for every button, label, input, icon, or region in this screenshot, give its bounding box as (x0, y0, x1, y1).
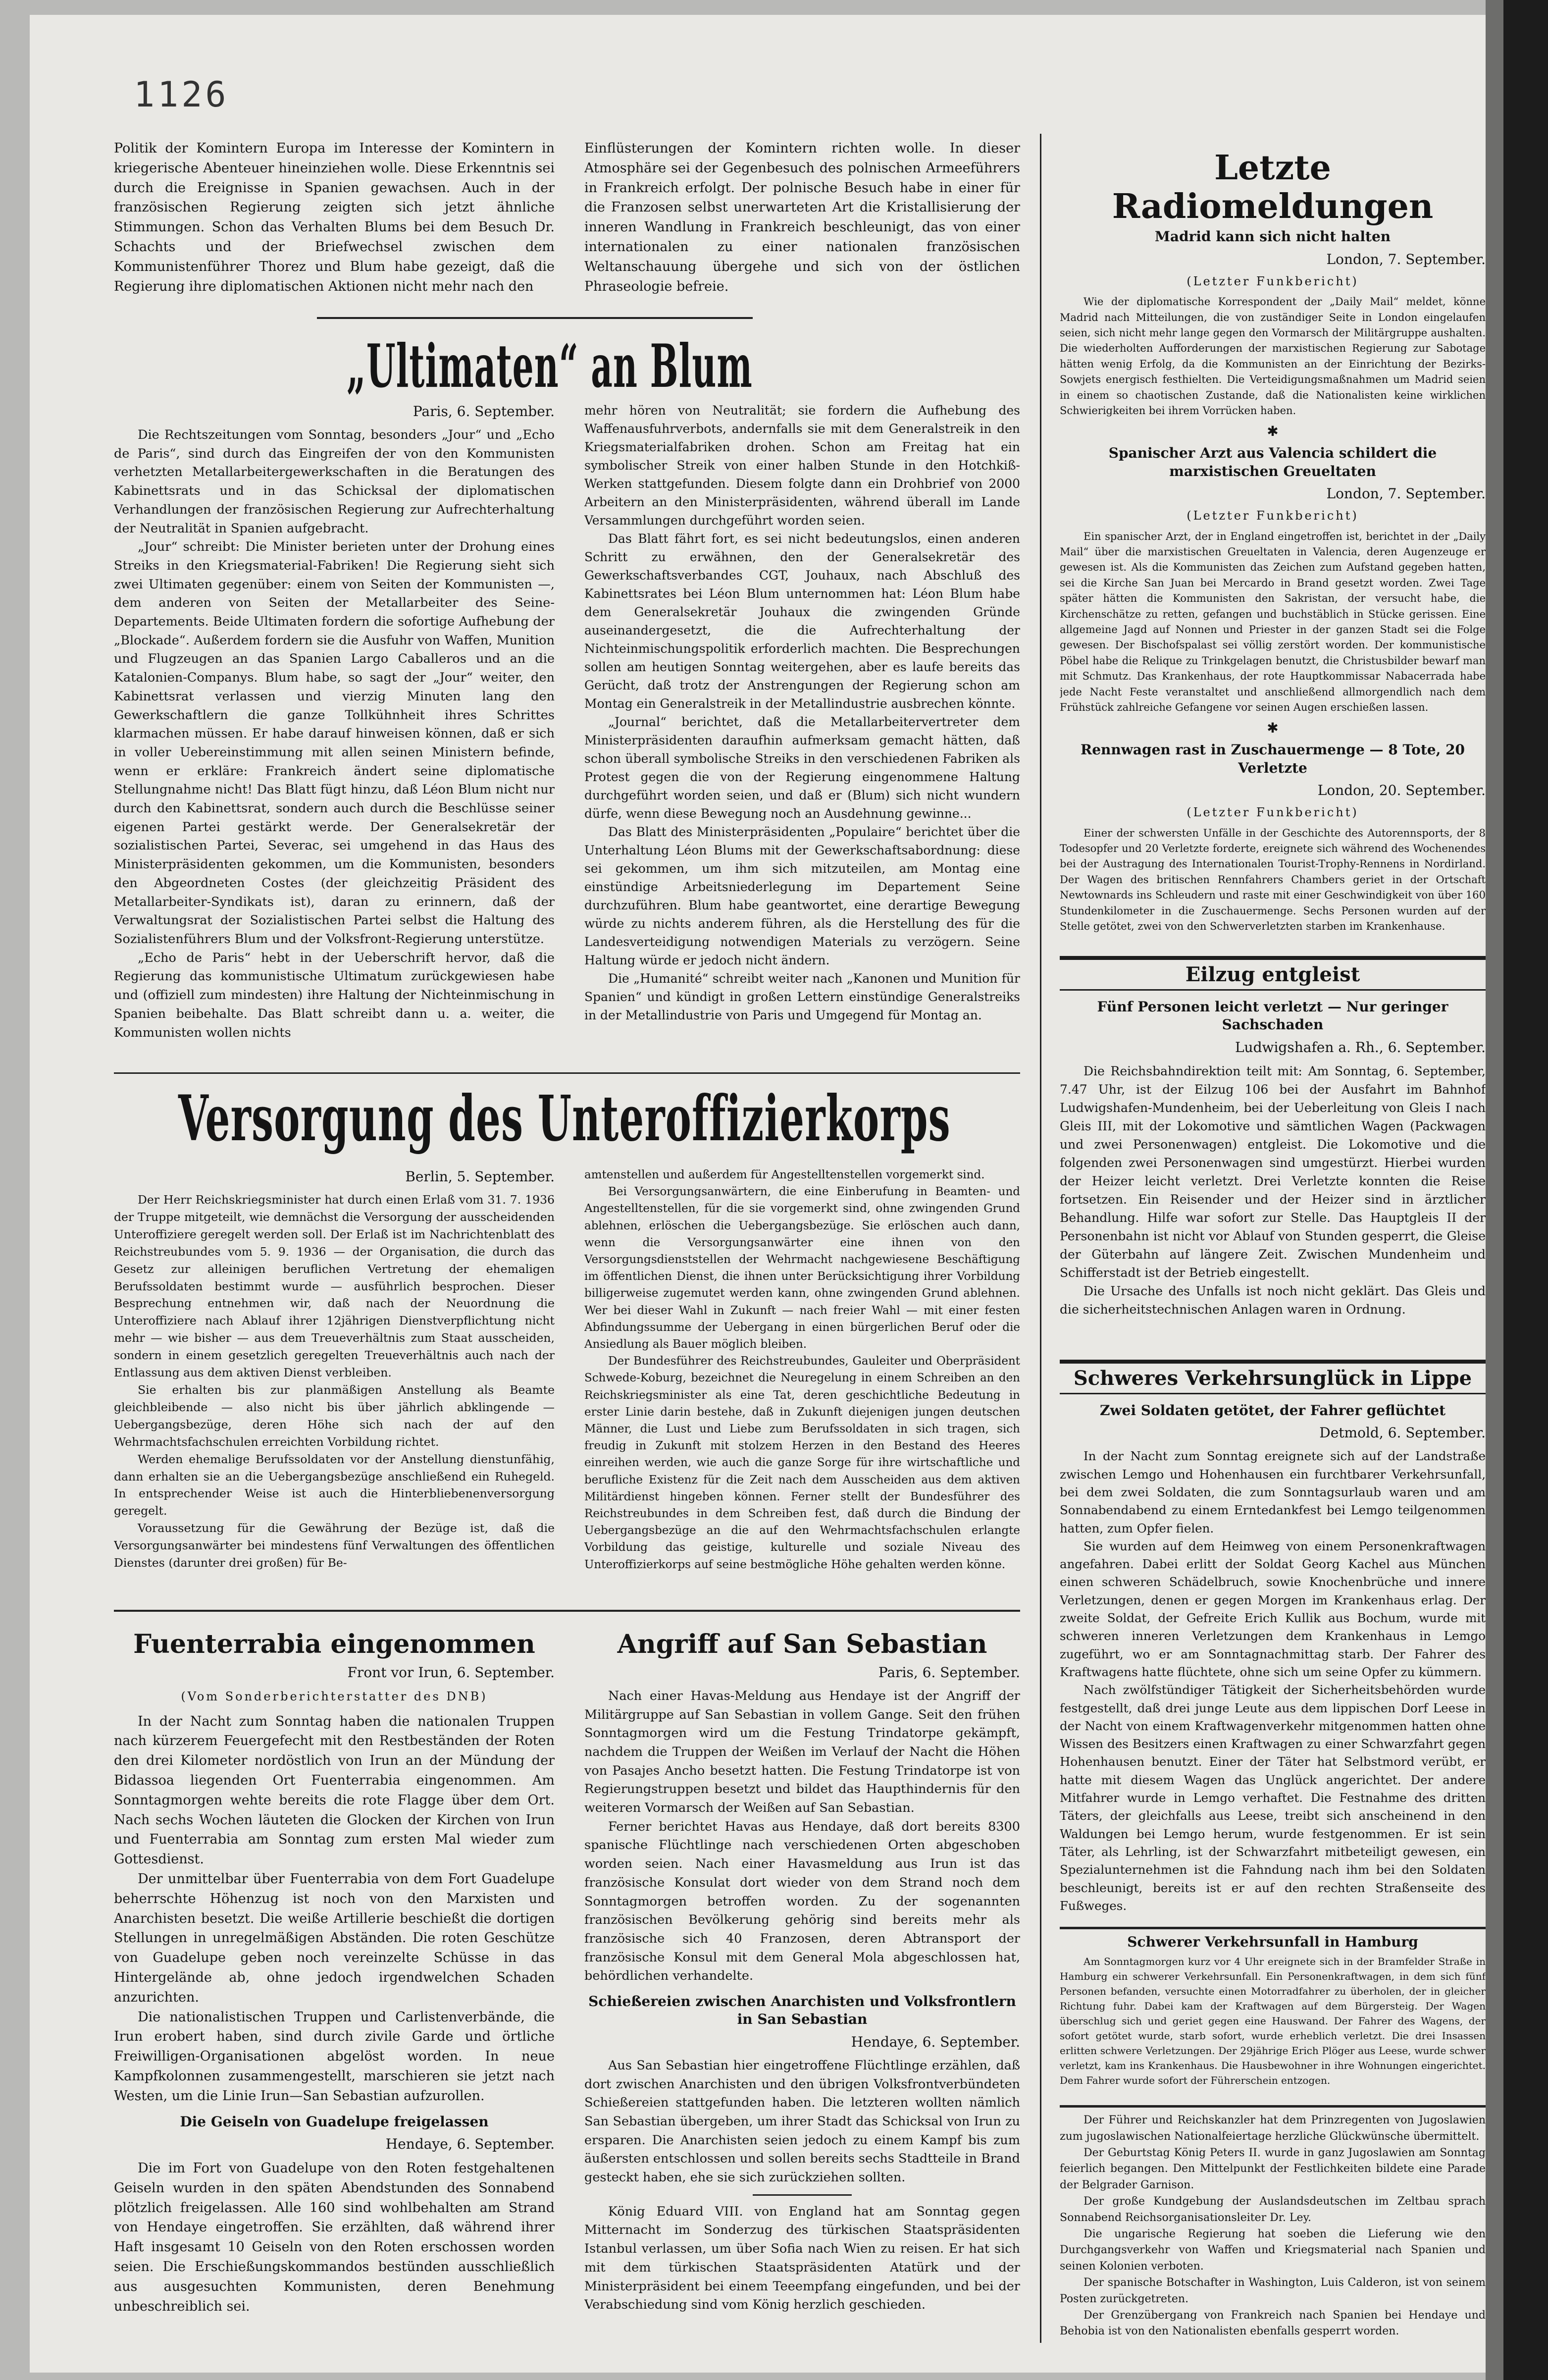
dateline: Front vor Irun, 6. September. (347, 1664, 555, 1681)
paragraph: Am Sonntagmorgen kurz vor 4 Uhr ereignete sich in der Bramfelder Straße in Hamburg ein schwerer Verkehrsunfall. Ein Personenkraftwagen, in dem sich fünf Personen befanden, versuchte einen Motorradfahrer zu überholen, der in gleicher Richtung fuhr. Dabei kam der Kraftwagen auf dem Bürgersteig. Der Wagen überschlug sich und geriet gegen eine Hauswand. Der Fahrer des Wagens, der sofort getötet wurde, starb sofort, wurde erheblich verletzt. Die drei Insassen erlitten schwere Verletzungen. Der 29jährige Erich Plöger aus Leese, wurde schwer verletzt, kam ins Krankenhaus. Die Hausbewohner in ihre Wohnungen eingerichtet. Dem Fahrer wurde sofort der Führerschein entzogen. (1060, 1956, 1486, 2087)
paragraph: Die Ursache des Unfalls ist noch nicht geklärt. Das Gleis und die sicherheitstechnischen Anlagen waren in Ordnung. (1060, 1283, 1486, 1317)
subheadline: Fünf Personen leicht verletzt — Nur geringer Sachschaden (1097, 999, 1448, 1033)
paragraph: Wie der diplomatische Korrespondent der „Daily Mail“ meldet, könne Madrid nach Mitteilungen, die von zuständiger Seite in London eingelaufen seien, sich nicht mehr lange gegen den Vormarsch der Militärgruppe aushalten. Die wiederholten Aufforderungen der marxistischen Regierung zur Sabotage hätten wenig Erfolg, da die Kommunisten an der Einrichtung der Bezirks-Sowjets energisch festhielten. Die Verteidigungsmaßnahmen um Madrid seien in einem so chaotischen Zustande, daß die Nationalisten keine wirklichen Schwierigkeiten bei ihrem Vorrücken haben. (1060, 296, 1486, 417)
paragraph: Der Herr Reichskriegsminister hat durch einen Erlaß vom 31. 7. 1936 der Truppe mitgeteilt, wie demnächst die Versorgung der ausscheidenden Unteroffiziere geregelt werden soll. Der Erlaß ist im Nachrichtenblatt des Reichstreubundes vom 5. 9. 1936 — der Organisation, die durch das Gesetz zur alleinigen beruflichen Vertretung der ehemaligen Berufssoldaten bestimmt wurde — ausführlich besprochen. Dieser Besprechung entnehmen wir, daß nach der Neuordnung die Unteroffiziere nach Ablauf ihrer 12jährigen Dienstverpflichtung nicht mehr — wie bisher — aus dem Treueverhältnis zum Staat ausscheiden, sondern in einem gesetzlich geregelten Treueverhältnis auch nach der Entlassung aus dem aktiven Dienst verbleiben. (114, 1193, 555, 1380)
agency-line: (Letzter Funkbericht) (1187, 805, 1359, 820)
paragraph: Der spanische Botschafter in Washington, Luis Calderon, ist von seinem Posten zurückgetreten. (1060, 2276, 1486, 2305)
newspaper-page (30, 15, 1486, 2373)
subheadline: Rennwagen rast in Zuschauermenge — 8 Tote, 20 Verletzte (1080, 741, 1465, 776)
divider (317, 317, 753, 319)
fuenterrabia-article (114, 1630, 555, 2343)
paragraph: Werden ehemalige Berufssoldaten vor der Anstellung dienstunfähig, dann erhalten sie an die Uebergangsbezüge anschließend ein Ruhegeld. In entsprechender Weise ist auch die Hinterbliebenenversorgung geregelt. (114, 1452, 555, 1518)
headline-lippe: Schweres Verkehrsunglück in Lippe (1060, 1360, 1486, 1394)
page-number: 1126 (134, 74, 229, 115)
dateline: London, 7. September. (1326, 251, 1486, 267)
paragraph: Einer der schwersten Unfälle in der Geschichte des Autorennsports, der 8 Todesopfer und 20 Verletzte forderte, ereignete sich während des Wochenendes bei der Austragung des Internationalen Tourist-Trophy-Rennens in Nordirland. Der Wagen des britischen Rennfahrers Chambers geriet in der Ortschaft Newtownards ins Schleudern und raste mit einer Geschwindigkeit von über 160 Stundenkilometer in die Zuschauermenge. Sechs Personen wurden auf der Stelle getötet, zwei von den Schwerverletzten starben im Krankenhause. (1060, 827, 1486, 933)
paragraph: Voraussetzung für die Gewährung der Bezüge ist, daß die Versorgungsanwärter bei mindestens fünf Verwaltungen des öffentlichen Dienstes (darunter drei großen) für Be- (114, 1521, 555, 1570)
paragraph: Sie wurden auf dem Heimweg von einem Personenkraftwagen angefahren. Dabei erlitt der Soldat Georg Kachel aus München einen schweren Schädelbruch, sowie Knochenbrüche und innere Verletzungen, denen er gegen Morgen im Krankenhaus erlag. Der zweite Soldat, der Gefreite Erich Kullik aus Bochum, wurde mit schweren inneren Verletzungen dem Krankenhaus in Lemgo zugeführt, wo er am Sonntagnachmittag starb. Der Fahrer des Kraftwagens hatte flüchtete, ohne sich um seine Opfer zu kümmern. (1060, 1538, 1486, 1679)
short-news (1060, 2105, 1486, 2343)
paragraph: Aus San Sebastian hier eingetroffene Flüchtlinge erzählen, daß dort zwischen Anarchisten und den übrigen Volksfrontverbündeten Schießereien stattgefunden haben. Die letzteren wollten nämlich San Sebastian übergeben, um ihrer Stadt das Schicksal von Irun zu ersparen. Die Anarchisten seien jedoch zu einem Kampf bis zum äußersten entschlossen und sollen bereits sechs Stadtteile in Brand gesteckt haben, ehe sie sich zurückziehen sollten. (584, 2058, 1020, 2185)
paragraph: Der Bundesführer des Reichstreubundes, Gauleiter und Oberpräsident Schwede-Koburg, bezeichnet die Neuregelung in einem Schreiben an den Reichskriegsminister als eine Tat, deren geschichtliche Bedeutung in erster Linie darin bestehe, daß in Zukunft diejenigen jungen deutschen Männer, die Lust und Liebe zum Berufssoldaten in sich tragen, sich freudig in Zukunft mit stolzem Herzen in den Bestand des Heeres einreihen werden, wie auch die ganze Sorge für ihre wirtschaftliche und berufliche Existenz für die Zeit nach dem Ausscheiden aus dem aktiven Militärdienst hingeben können. Ferner stellt der Bundesführer des Reichstreubundes in dem Schreiben fest, daß durch die Bindung der Uebergangsbezüge an die auf den Wehrmachtsfachschulen erlangte Vorbildung das geistige, kulturelle und soziale Niveau des Unteroffizierkorps auf seine bestmögliche Höhe gehalten werden könne. (584, 1355, 1020, 1571)
paragraph: Sie erhalten bis zur planmäßigen Anstellung als Beamte gleichbleibende — also nicht bis über jährlich abklingende — Uebergangsbezüge, deren Höhe sich nach der auf den Wehrmachtsfachschulen erreichten Vorbildung richtet. (114, 1382, 555, 1449)
paragraph: Nach zwölfstündiger Tätigkeit der Sicherheitsbehörden wurde festgestellt, daß drei junge Leute aus dem lippischen Dorf Leese in der Nacht von einem Kraftwagenverkehr mitgenommen hatten ohne Wissen des Besitzers einen Kraftwagen zu einer Schwarzfahrt gegen Hohenhausen benutzt. Einer der Täter hat Selbstmord verübt, er hatte mit diesem Wagen das Unglück angerichtet. Der andere Mitfahrer wurde in Lemgo verhaftet. Die Festnahme des dritten Täters, der gleichfalls aus Leese, treibt sich anscheinend in den Waldungen bei Lemgo herum, wurde festgenommen. Er ist sein Täter, als Lehrling, ist der Schwarzfahrt mitbeteiligt gewesen, ein Spezialunternehmen ist die Fahndung nach ihm bei den Soldaten beschleunigt, bereits ist er auf den rechten Straßenseite des Fußweges. (1060, 1683, 1486, 1913)
agency-line: (Letzter Funkbericht) (1187, 274, 1359, 288)
scan-edge-black (1503, 0, 1548, 2380)
headline-radiomeldungen: Letzte Radiomeldungen (1112, 149, 1434, 227)
paragraph: König Eduard VIII. von England hat am Sonntag gegen Mitternacht im Sonderzug des türkischen Staatspräsidenten Istanbul verlassen, um über Sofia nach Wien zu reisen. Er hat sich mit dem türkischen Staatspräsidenten Atatürk und der Ministerpräsident bei einem Teeempfang eingefunden, und bei der Verabschiedung sind vom König herzlich geschieden. (584, 2204, 1020, 2313)
divider (114, 1610, 1020, 1612)
column-rule (1040, 134, 1041, 2343)
headline-fuenterrabia: Fuenterrabia eingenommen (133, 1630, 535, 1659)
ultimaten-col2 (584, 401, 1020, 1045)
paragraph: Politik der Komintern Europa im Interesse der Komintern in kriegerische Abenteuer hineinziehen wolle. Diese Erkenntnis sei durch die Ereignisse in Spanien gewachsen. Auch in der französischen Regierung zeigten sich jetzt ähnliche Stimmungen. Schon das Verhalten Blums bei dem Besuch Dr. Schachts und der Briefwechsel zwischen dem Kommunistenführer Thorez und Blum habe gezeigt, daß die Regierung ihre diplomatischen Aktionen nicht mehr nach den (114, 141, 555, 294)
hamburg-article (1060, 1927, 1486, 2090)
headline-eilzug: Eilzug entgleist (1060, 956, 1486, 991)
paragraph: Das Blatt des Ministerpräsidenten „Populaire“ berichtet über die Unterhaltung Léon Blums mit der Gewerkschaftsabordnung: diese sei gekommen, um ihm sich mitzuteilen, am Montag eine einstündige Arbeitsniederlegung im Departement Seine durchzuführen. Blum habe geantwortet, eine derartige Bewegung würde zu nichts anderem führen, als die Herstellung des für die Landesverteidigung notwendigen Materials zu verzögern. Seine Haltung würde er jedoch nicht ändern. (584, 825, 1020, 967)
paragraph: Die Rechtszeitungen vom Sonntag, besonders „Jour“ und „Echo de Paris“, sind durch das Eingreifen der von den Kommunisten verhetzten Metallarbeitergewerkschaften in die Beratungen des Kabinettsrats und in das Schicksal der diplomatischen Verhandlungen der französischen Regierung zur Aufrechterhaltung der Neutralität in Spanien aufgebracht. (114, 427, 555, 536)
subheadline: Die Geiseln von Guadelupe freigelassen (180, 2113, 489, 2130)
paragraph: Die Reichsbahndirektion teilt mit: Am Sonntag, 6. September, 7.47 Uhr, ist der Eilzug 106 bei der Ausfahrt im Bahnhof Ludwigshafen-Mundenheim, bei der Ueberleitung von Gleis I nach Gleis III, mit der Lokomotive und sämtlichen Wagen (Packwagen und zwei Personenwagen) entgleist. Die Lokomotive und die folgenden zwei Personenwagen sind umgestürzt. Hierbei wurden der Heizer leicht verletzt. Drei Verletzte konnten die Reise fortsetzen. Ein Reisender und der Heizer sind in ärztlicher Behandlung. Hilfe war sofort zur Stelle. Das Hauptgleis II der Personenbahn ist nicht vor Ablauf von Stunden gesperrt, die Gleise der Güterbahn auf längere Zeit. Zwischen Mundenheim und Schifferstadt ist der Betrieb eingestellt. (1060, 1063, 1486, 1280)
subheadline: Madrid kann sich nicht halten (1154, 228, 1391, 245)
continuation-col2 (584, 139, 1020, 302)
continuation-col1 (114, 139, 555, 302)
paragraph: Die „Humanité“ schreibt weiter nach „Kanonen und Munition für Spanien“ und kündigt in großen Lettern einstündige Generalstreiks in der Metallindustrie von Paris und Umgegend für Montag an. (584, 971, 1020, 1022)
divider (1060, 2105, 1486, 2108)
paragraph: Der Grenzübergang von Frankreich nach Spanien bei Hendaye und Behobia ist von den Nationalisten ebenfalls gesperrt worden. (1060, 2309, 1486, 2338)
separator-star: ✱ (1267, 423, 1279, 440)
paragraph: In der Nacht zum Sonntag ereignete sich auf der Landstraße zwischen Lemgo und Hohenhausen ein furchtbarer Verkehrsunfall, bei dem zwei Soldaten, die zum Sonntagsurlaub waren und am Sonnabendabend zu einem Erntedankfest bei Lemgo teilgenommen hatten, zum Opfer fielen. (1060, 1449, 1486, 1535)
paragraph: Die ungarische Regierung hat soeben die Lieferung wie den Durchgangsverkehr von Waffen und Kriegsmaterial nach Spanien und seinen Kolonien verboten. (1060, 2227, 1486, 2273)
subheadline: Schwerer Verkehrsunfall in Hamburg (1060, 1927, 1486, 1951)
paragraph: „Jour“ schreibt: Die Minister berieten unter der Drohung eines Streiks in den Kriegsmaterial-Fabriken! Die Regierung sieht sich zwei Ultimaten gegenüber: einem von Seiten der Kommunisten —, dem anderen von Seiten der Metallarbeiter des Seine-Departements. Beide Ultimaten fordern die sofortige Aufhebung der „Blockade“. Außerdem fordern sie die Ausfuhr von Waffen, Munition und Flugzeugen an das Spanien Largo Caballeros und an die Katalonien-Companys. Blum habe, so sagt der „Jour“ weiter, den Kabinettsrat verlassen und vierzig Minuten lang den Gewerkschaftlern die ganze Tollkühnheit ihres Schrittes klarmachen müssen. Er habe darauf hinweisen können, daß er sich in voller Uebereinstimmung mit allen seinen Ministern befinde, wenn er erkläre: Frankreich ändert seine diplomatische Stellungnahme nicht! Das Blatt fügt hinzu, daß Léon Blum nicht nur durch den Kabinettsrat, sondern auch durch die Beschlüsse seiner eigenen Partei gestärkt werde. Der Generalsekretär der sozialistischen Partei, Severac, sei umgehend in das Haus des Ministerpräsidenten gekommen, um die Kommunisten, besonders den Abgeordneten Costes (der gleichzeitig Präsident des Metallarbeiter-Syndikats ist), daran zu erinnern, daß der Verwaltungsrat der Sozialistischen Partei selbst die Haltung des Sozialistenführers Blum und der Volksfront-Regierung unterstütze. (114, 539, 555, 947)
paragraph: In der Nacht zum Sonntag haben die nationalen Truppen nach kürzerem Feuergefecht mit den Restbeständen der Roten den drei Kilometer nordöstlich von Irun an der Mündung der Bidassoa liegenden Ort Fuenterrabia eingenommen. Am Sonntagmorgen wehte bereits die rote Flagge über dem Ort. Nach sechs Wochen läuteten die Glocken der Kirchen von Irun und Fuenterrabia am Sonntag zum ersten Mal wieder zum Gottesdienst. (114, 1713, 555, 1867)
paragraph: Der große Kundgebung der Auslandsdeutschen im Zeltbau sprach Sonnabend Reichsorganisationsleiter Dr. Ley. (1060, 2195, 1486, 2224)
agency-line: (Vom Sonderberichterstatter des DNB) (181, 1689, 488, 1703)
sebastian-article (584, 1630, 1020, 2343)
paragraph: Die im Fort von Guadelupe von den Roten festgehaltenen Geiseln wurden in den späten Abendstunden des Sonnabend plötzlich freigelassen. Alle 160 sind wohlbehalten am Strand von Hendaye eingetroffen. Sie erzählten, daß während ihrer Haft insgesamt 10 Geiseln von den Roten erschossen worden seien. Die Erschießungskommandos bestünden ausschließlich aus ausgesuchten Kommunisten, deren Benehmung unbeschreiblich sei. (114, 2160, 555, 2314)
divider (114, 1072, 1020, 1074)
lippe-article (1060, 1402, 1486, 1927)
paragraph: mehr hören von Neutralität; sie fordern die Aufhebung des Waffenausfuhrverbots, andernfalls sie mit dem Generalstreik in den Kriegsmaterialfabriken drohen. Schon am Freitag hat ein symbolischer Streik von einer halben Stunde in den Hotchkiß-Werken stattgefunden. Diesem folgte dann ein Drohbrief von 2000 Arbeitern an den Ministerpräsidenten, während überall im Lande Versammlungen durchgeführt worden seien. (584, 403, 1020, 528)
subheadline: Zwei Soldaten getötet, der Fahrer geflüchtet (1099, 1402, 1446, 1419)
paragraph: Die nationalistischen Truppen und Carlistenverbände, die Irun erobert haben, sind durch zivile Garde und örtliche Freiwilligen-Organisationen abgelöst worden. In neue Kampfkolonnen zusammengestellt, marschieren sie jetzt nach Westen, um die Linie Irun—San Sebastian aufzurollen. (114, 2009, 555, 2104)
dateline: London, 7. September. (1326, 485, 1486, 502)
dateline: Berlin, 5. September. (405, 1168, 555, 1185)
ultimaten-col1 (114, 401, 555, 1045)
dateline: Detmold, 6. September. (1319, 1425, 1486, 1441)
paragraph: Der unmittelbar über Fuenterrabia von dem Fort Guadelupe beherrschte Höhenzug ist noch von den Marxisten und Anarchisten besetzt. Die weiße Artillerie beschießt die dortigen Stellungen in unregelmäßigen Abständen. Die roten Geschütze von Guadelupe geben noch vereinzelte Schüsse in das Hintergelände ab, ohne jedoch irgendwelchen Schaden anzurichten. (114, 1871, 555, 2005)
paragraph: „Echo de Paris“ hebt in der Ueberschrift hervor, daß die Regierung das kommunistische Ultimatum zurückgewiesen habe und (offiziell zum mindesten) ihre Haltung der Nichteinmischung in Spanien beibehalte. Das Blatt schreibt dann u. a. weiter, die Kommunisten wollen nichts (114, 950, 555, 1040)
separator-star: ✱ (1267, 720, 1279, 737)
dateline: Hendaye, 6. September. (851, 2033, 1020, 2050)
dateline: London, 20. September. (1317, 782, 1486, 799)
headline-sebastian: Angriff auf San Sebastian (617, 1630, 987, 1659)
radiomeldungen (1060, 149, 1486, 941)
scan-edge-grey (1486, 0, 1503, 2380)
paragraph: Das Blatt fährt fort, es sei nicht bedeutungslos, einen anderen Schritt zu erwähnen, den der Generalsekretär des Gewerkschaftsverbandes CGT, Jouhaux, nach Abschluß des Kabinettsrates bei Léon Blum unternommen hat: Léon Blum habe dem Generalsekretär Jouhaux die zwingenden Gründe auseinandergesetzt, die die Aufrechterhaltung der Nichteinmischungspolitik erforderlich machten. Die Besprechungen sollen am heutigen Sonntag weitergehen, aber es laufe bereits das Gerücht, daß trotz der Anstrengungen der Regierung schon am Montag ein Generalstreik in der Metallindustrie ausbrechen könnte. (584, 531, 1020, 711)
dateline: Paris, 6. September. (413, 403, 555, 420)
paragraph: Ein spanischer Arzt, der in England eingetroffen ist, berichtet in der „Daily Mail“ über die marxistischen Greueltaten in Valencia, deren Augenzeuge er gewesen ist. Als die Kommunisten das Zeichen zum Aufstand gegeben hatten, sei die Kirche San Juan bei Mercardo in Brand gesetzt worden. Zwei Tage später hätten die Kommunisten den Sakristan, der versucht habe, die Kirchenschätze zu retten, gefangen und buchstäblich in Stücke gerissen. Eine allgemeine Jagd auf Nonnen und Priester in der ganzen Stadt sei die Folge gewesen. Der Bischofspalast sei völlig zerstört worden. Der kommunistische Pöbel habe die Relique zu Trinkgelagen benutzt, die Christusbilder bewarf man mit Schmutz. Das Krankenhaus, der rote Hauptkommissar Nabacerrada habe jede Nacht Feste veranstaltet und anschließend allmorgendlich nach dem Frühstück zahlreiche Gefangene vor seinen Augen erschießen lassen. (1060, 530, 1486, 714)
paragraph: Bei Versorgungsanwärtern, die eine Einberufung in Beamten- und Angestelltenstellen, für die sie vorgemerkt sind, ohne zwingenden Grund ablehnen, erlöschen die Uebergangsbezüge. Sie erlöschen auch dann, wenn die Versorgungsanwärter eine ihnen von den Versorgungsdienststellen der Wehrmacht nachgewiesene Beschäftigung im öffentlichen Dienst, die ihnen unter Berücksichtigung ihrer Vorbildung billigerweise zugemutet werden kann, ohne zwingenden Grund ablehnen. Wer bei dieser Wahl in Zukunft — nach freier Wahl — mit einer festen Abfindungssumme der Uebergang in einen bürgerlichen Beruf oder die Ansiedlung als Bauer möglich bleiben. (584, 1185, 1020, 1351)
paragraph: Nach einer Havas-Meldung aus Hendaye ist der Angriff der Militärgruppe auf San Sebastian in vollem Gange. Seit den frühen Sonntagmorgen wird um die Festung Trindatorpe gekämpft, nachdem die Truppen der Weißen im Verlauf der Nacht die Höhen von Pasajes Ancho besetzt hatten. Die Festung Trindatorpe ist von Regierungstruppen besetzt und bildet das Haupthindernis für den weiteren Vormarsch der Weißen auf San Sebastian. (584, 1688, 1020, 1816)
versorgung-col1 (114, 1166, 555, 1592)
divider (753, 2194, 852, 2196)
paragraph: amtenstellen und außerdem für Angestelltenstellen vorgemerkt sind. (584, 1168, 985, 1181)
paragraph: Ferner berichtet Havas aus Hendaye, daß dort bereits 8300 spanische Flüchtlinge nach verschiedenen Orten abgeschoben worden seien. Nach einer Havasmeldung aus Irun ist das französische Konsulat dort wieder von dem Strand noch dem Sonntagmorgen betroffen worden. Zu der sogenannten französischen Bevölkerung gehörig sind bereits mehr als französische sich 40 Franzosen, deren Abtransport der französische Konsul mit dem General Mola abgeschlossen hat, behördlichen verhandelte. (584, 1819, 1020, 1984)
dateline: Hendaye, 6. September. (385, 2135, 555, 2152)
agency-line: (Letzter Funkbericht) (1187, 509, 1359, 523)
paragraph: Einflüsterungen der Komintern richten wolle. In dieser Atmosphäre sei der Gegenbesuch des polnischen Armeeführers in Frankreich erfolgt. Der polnische Besuch habe in einer für die Franzosen selbst unerwarteten Art die Kristallisierung der inneren Wandlung in Frankreich beschleunigt, das von einer internationalen zu einer nationalen französischen Weltanschauung übergehe und sich von der östlichen Phraseologie befreie. (584, 141, 1020, 294)
headline-versorgung: Versorgung des Unteroffizierkorps (178, 1082, 951, 1155)
subheadline: Spanischer Arzt aus Valencia schildert die marxistischen Greueltaten (1108, 445, 1437, 479)
versorgung-col2 (584, 1166, 1020, 1592)
paragraph: Der Geburtstag König Peters II. wurde in ganz Jugoslawien am Sonntag feierlich begangen. Den Mittelpunkt der Festlichkeiten bildete eine Parade der Belgrader Garnison. (1060, 2146, 1486, 2192)
paragraph: Der Führer und Reichskanzler hat dem Prinzregenten von Jugoslawien zum jugoslawischen Nationalfeiertage herzliche Glückwünsche übermittelt. (1060, 2114, 1486, 2143)
subheadline: Schießereien zwischen Anarchisten und Volksfrontlern in San Sebastian (588, 1993, 1016, 2028)
dateline: Ludwigshafen a. Rh., 6. September. (1235, 1039, 1486, 1056)
dateline: Paris, 6. September. (878, 1664, 1020, 1681)
headline-ultimaten: „Ultimaten“ an Blum (347, 331, 753, 401)
paragraph: „Journal“ berichtet, daß die Metallarbeitervertreter dem Ministerpräsidenten daraufhin aufmerksam gemacht hätten, daß schon überall symbolische Streiks in den verschiedenen Fabriken als Protest gegen die von der Regierung eingenommene Haltung durchgeführt worden seien, und daß er (Blum) sich nicht wundern dürfe, wenn diese Bewegung noch an Ausdehnung gewinne... (584, 715, 1020, 821)
